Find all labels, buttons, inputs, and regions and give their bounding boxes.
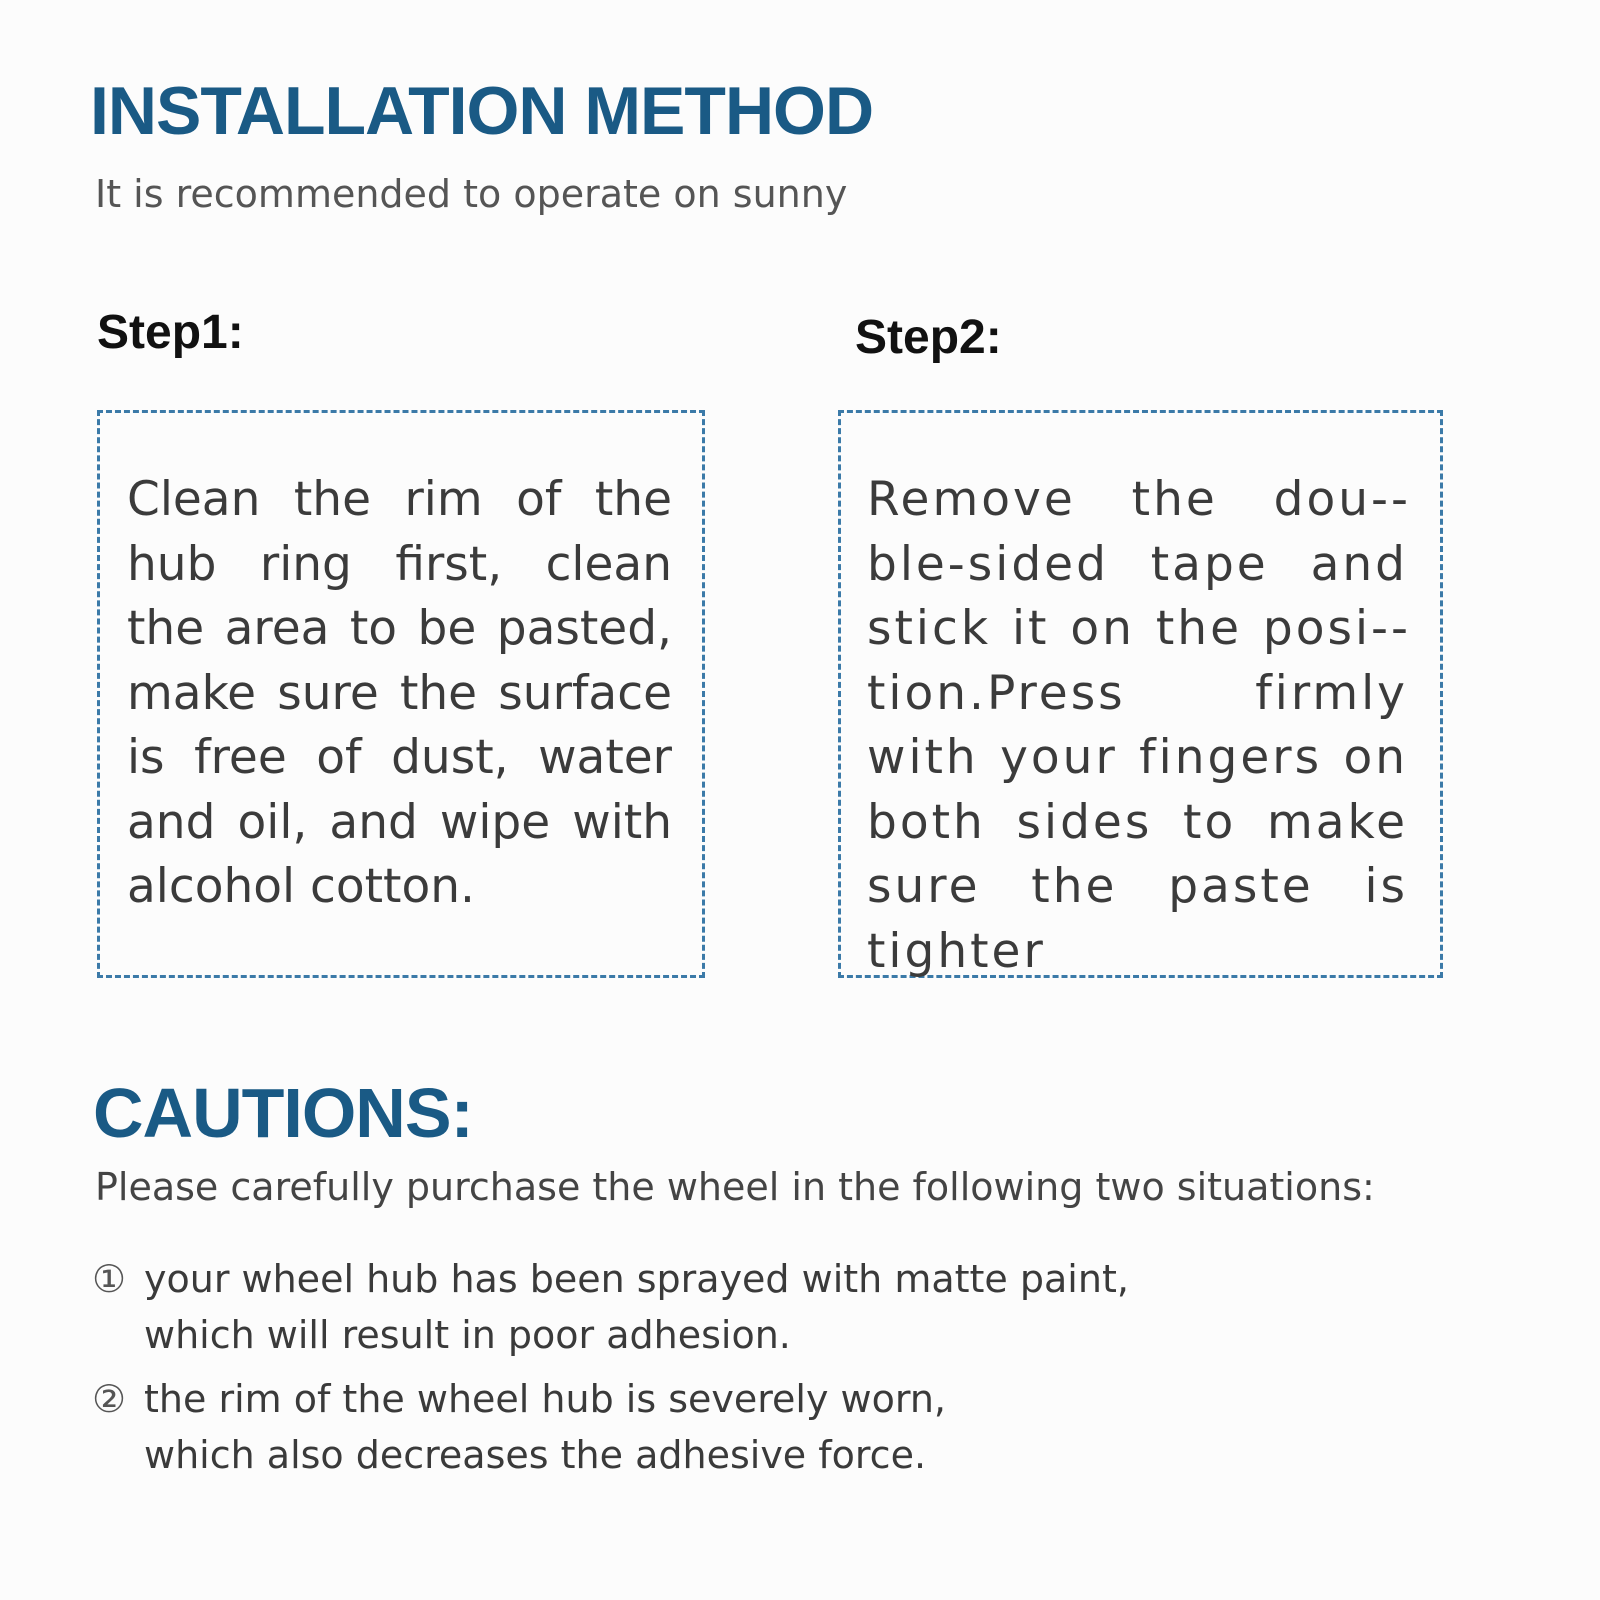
caution-text-2 (144, 1371, 946, 1483)
page-title: INSTALLATION METHOD (90, 73, 874, 149)
step1-label: Step1: (97, 306, 244, 359)
step1-box (97, 410, 705, 978)
cautions-intro: Please carefully purchase the wheel in the following two situations: (95, 1165, 1375, 1209)
cautions-title: CAUTIONS: (93, 1074, 473, 1152)
step2-box (838, 410, 1443, 978)
caution-item-2 (92, 1371, 946, 1483)
caution-1-line-2: which will result in poor adhesion. (144, 1313, 791, 1357)
caution-1-line-1: your wheel hub has been sprayed with matte paint, (144, 1257, 1129, 1301)
caution-number-2: ② (92, 1377, 127, 1421)
step2-label: Step2: (855, 311, 1002, 364)
step1-text: Clean the rim of the hub ring first, clean the area to be pasted, make sure the surface is free of dust, water and oil, and wipe with alcohol cotton. (127, 472, 672, 914)
step2-text: Remove the dou-ble-sided tape and stick it on the posi-tion.Press firmly with your fingers on both sides to make sure the paste is tighter (867, 472, 1408, 979)
caution-2-line-2: which also decreases the adhesive force. (144, 1433, 927, 1477)
caution-number-1: ① (92, 1257, 127, 1301)
caution-2-line-1: the rim of the wheel hub is severely worn, (144, 1377, 947, 1421)
caution-text-1 (144, 1251, 1129, 1363)
caution-item-1 (92, 1251, 1129, 1363)
page-subtitle: It is recommended to operate on sunny (95, 172, 848, 216)
